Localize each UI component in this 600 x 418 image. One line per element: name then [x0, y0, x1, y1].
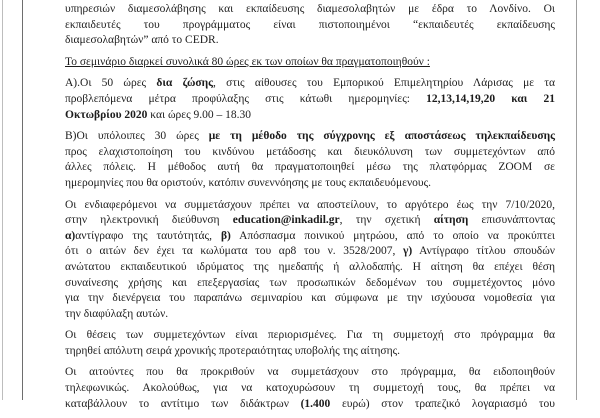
text-line — [65, 2, 555, 18]
text-line — [65, 291, 555, 307]
p-notification — [65, 365, 555, 412]
text-run: education@inkadil.gr — [232, 214, 340, 227]
text-run: α) — [65, 229, 76, 242]
text-run: Β)Οι υπόλοιπες 30 ώρες — [65, 130, 209, 143]
text-run: προς ελαχιστοποίηση του κινδύνου μετάδοσης και διευκόλυνση των συμμετεχόντων από — [65, 145, 555, 158]
text-run: Οι θέσεις των συμμετεχόντων είναι περιορισμένες. Για τη συμμετοχή στο πρόγραμμα θα — [65, 329, 555, 342]
text-run: Οι αιτούντες που θα προκριθούν να συμμετάσχουν στο πρόγραμμα, θα ειδοποιηθούν — [65, 366, 555, 379]
text-run: συναίνεσης χρήσης και επεξεργασίας των προσωπικών δεδομένων του συμμετέχοντος μόνο — [65, 276, 555, 289]
p-intro — [65, 2, 555, 49]
text-run: δια ζώσης — [156, 77, 213, 90]
text-line — [65, 328, 555, 344]
text-run: την διαφύλαξη αυτών. — [65, 307, 169, 320]
text-line — [65, 307, 555, 323]
text-line — [65, 213, 555, 229]
text-line — [65, 244, 555, 260]
text-line — [65, 260, 555, 276]
text-run: (1.400 — [300, 397, 331, 410]
text-line — [65, 176, 555, 192]
text-line — [65, 145, 555, 161]
text-run: β) — [220, 229, 231, 242]
text-line — [65, 276, 555, 292]
text-line — [65, 76, 555, 92]
p-hours-b — [65, 129, 555, 191]
text-run: Οκτωβρίου 2020 — [65, 108, 148, 121]
p-hours-a — [65, 76, 555, 123]
text-run: Το σεμινάριο διαρκεί συνολικά 80 ώρες εκ των οποίων θα πραγματοποιηθούν : — [65, 55, 430, 68]
text-line — [65, 160, 555, 176]
text-run: Α).Οι 50 ώρες — [65, 77, 157, 90]
text-run: ότι ο αιτών δεν έχει τα κωλύματα του αρ8 του ν. 3528/2007, — [65, 245, 403, 258]
text-run: εκπαιδευτές του προγράμματος είναι πιστοποιημένοι “εκπαιδευτές εκπαίδευσης — [65, 18, 555, 31]
page-border-right — [576, 0, 577, 400]
text-run: Αντίγραφο τίτλου σπουδών — [412, 245, 555, 258]
text-run: , στις αίθουσες του Εμπορικού Επιμελητηρίου Λάρισας με τα — [213, 77, 555, 90]
text-run: με τη μέθοδο της σύγχρονης εξ αποστάσεως τηλεκπαίδευσης — [208, 130, 555, 143]
text-line — [65, 229, 555, 245]
text-run: αντίγραφο της ταυτότητάς, — [75, 229, 221, 242]
section-heading — [65, 55, 555, 71]
text-run: ημερομηνίες που θα οριστούν, κατόπιν συνεννόησης με τους εκπαιδευόμενους. — [65, 176, 432, 189]
p-seats — [65, 328, 555, 359]
text-run: γ) — [402, 245, 413, 258]
text-run: για την διενέργεια του παραπάνω σεμιναρίου και σύμφωνα με την ισχύουσα νομοθεσία για — [65, 292, 555, 305]
text-line — [65, 18, 555, 34]
text-line — [65, 55, 555, 71]
text-run: προβλεπόμενα μέτρα προφύλαξης στις κάτωθι ημερομηνίες: — [65, 92, 427, 105]
text-line — [65, 344, 555, 360]
document-body — [65, 2, 555, 418]
text-run: και ώρες 9.00 – 18.30 — [147, 108, 252, 121]
text-run: στην ηλεκτρονική διεύθυνση — [65, 214, 233, 227]
page-border-left-outer — [2, 0, 3, 400]
text-line — [65, 365, 555, 381]
text-line — [65, 129, 555, 145]
text-line — [65, 92, 555, 108]
text-run: 12,13,14,19,20 και 21 — [426, 92, 555, 105]
text-run: τηλεφωνικώς. Ακολούθως, για να κατοχυρώσουν τη συμμετοχή τους, θα πρέπει να — [65, 382, 555, 395]
text-run: άλλες πόλεις. Η μέθοδος αυτή θα πραγματοποιηθεί μέσω της πλατφόρμας ZOOM σε — [65, 161, 555, 174]
text-run: ευρώ) στον τραπεζικό λογαριασμό του — [330, 397, 556, 410]
text-run: Απόσπασμα ποινικού μητρώου, από το οποίο να προκύπτει — [230, 229, 555, 242]
text-run: αίτηση — [433, 214, 469, 227]
text-run: , την σχετική — [339, 214, 434, 227]
text-run: καταβάλλουν το αντίτιμο των διδάκτρων — [65, 397, 301, 410]
text-run: ανώτατου εκπαιδευτικού ιδρύματος της ημεδαπής ή αλλοδαπής. Η αίτηση θα επέχει θέση — [65, 260, 555, 273]
text-run: τηρηθεί απόλυτη σειρά χρονικής προτεραιότητας υποβολής της αίτησης. — [65, 344, 401, 357]
page-border-left-inner — [22, 0, 23, 400]
text-line — [65, 198, 555, 214]
text-line — [65, 108, 555, 124]
text-run: διαμεσολαβητών” από το CEDR. — [65, 34, 219, 47]
text-run: επισυνάπτοντας — [468, 214, 555, 227]
text-run: Οι ενδιαφερόμενοι να συμμετάσχουν πρέπει να αποστείλουν, το αργότερο έως την 7/10/2020, — [65, 198, 555, 211]
text-line — [65, 397, 555, 413]
text-line — [65, 33, 555, 49]
text-run: υπηρεσιών διαμεσολάβησης και εκπαίδευσης διαμεσολαβητών με έδρα το Λονδίνο. Οι — [65, 3, 555, 15]
text-line — [65, 381, 555, 397]
p-application — [65, 198, 555, 323]
